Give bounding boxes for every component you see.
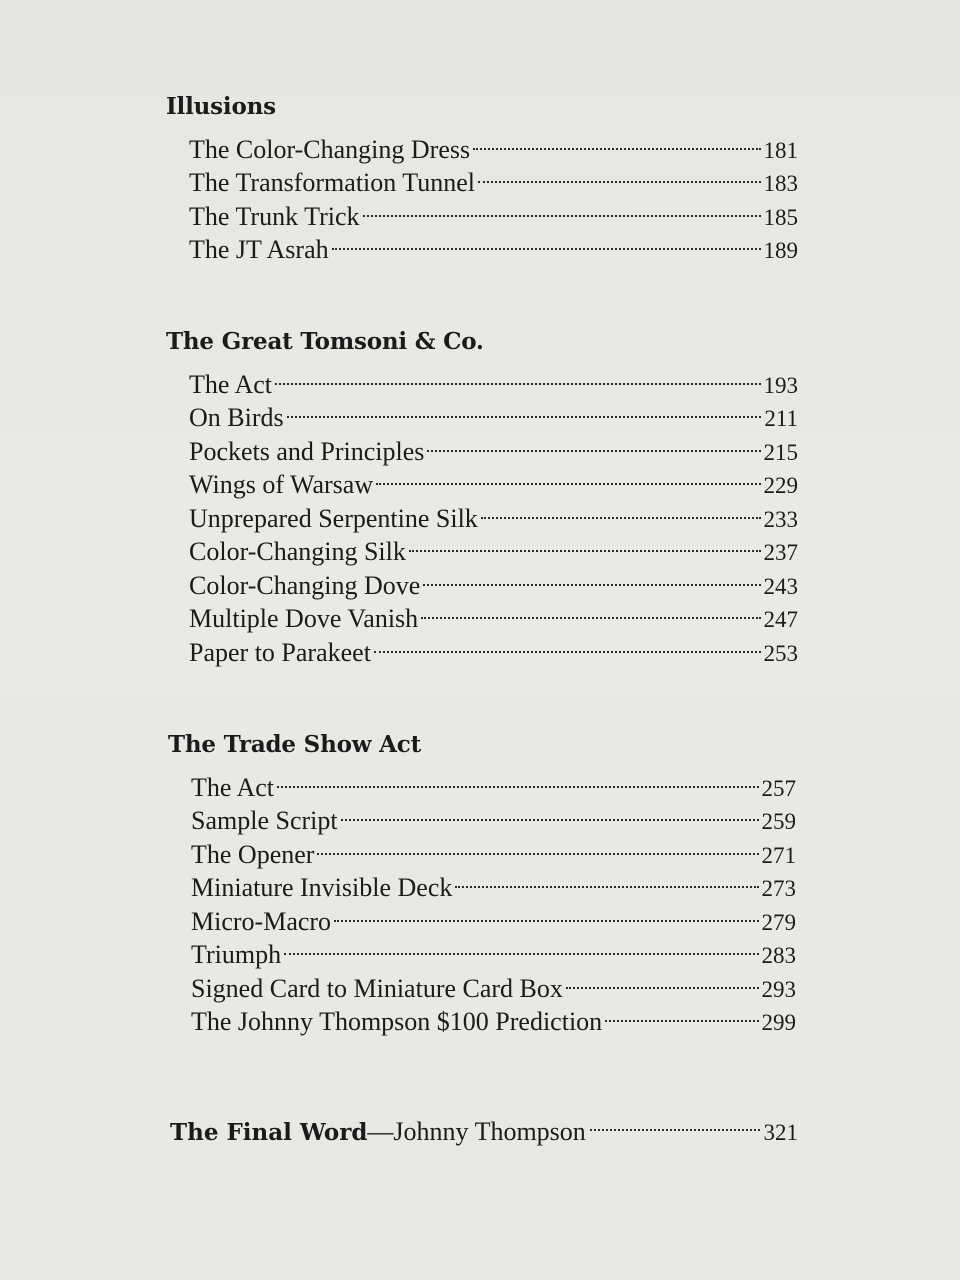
dot-leader [277,762,758,796]
toc-entry [191,762,796,802]
entry-page-number: 247 [763,607,798,632]
toc-final-entry [170,1104,798,1146]
final-entry-page-number: 321 [763,1120,798,1145]
toc-section-great-tomsoni [166,325,798,667]
toc-section-illusions [166,90,798,264]
entry-page-number: 229 [763,473,798,498]
dot-leader [481,493,761,527]
section-title: The Trade Show Act [168,731,422,758]
dot-leader [455,863,758,897]
dot-leader [374,627,761,661]
entry-page-number: 183 [763,171,798,196]
entry-page-number: 237 [763,540,798,565]
entry-page-number: 271 [761,842,796,868]
section-title: The Great Tomsoni & Co. [166,328,484,355]
entry-title: Wings of Warsaw [189,470,374,499]
dot-leader [376,460,760,494]
entry-title: The Trunk Trick [189,201,360,231]
entry-page-number: 211 [764,406,798,431]
dot-leader [334,896,758,930]
dot-leader [423,560,760,594]
entry-page-number: 283 [761,943,796,968]
entry-page-number: 233 [763,506,798,532]
entry-page-number: 243 [763,573,798,599]
entry-page-number: 299 [761,1010,796,1035]
final-entry-title: The Final Word [170,1119,368,1146]
dot-leader [287,393,762,427]
toc-entry [189,359,798,399]
entry-page-number: 193 [763,372,798,398]
dot-leader [605,997,758,1031]
entry-title: Unprepared Serpentine Silk [189,503,478,533]
entry-title: On Birds [189,403,284,432]
section-title: Illusions [166,93,276,120]
dot-leader [590,1104,760,1140]
entry-page-number: 279 [761,909,796,935]
dot-leader [409,527,761,561]
entry-title: The Johnny Thompson $100 Prediction [191,1007,603,1036]
final-entry-author: —Johnny Thompson [367,1117,586,1146]
entry-title: Triumph [191,940,282,969]
dot-leader [473,124,760,158]
entry-page-number: 273 [761,876,796,901]
entry-title: Paper to Parakeet [189,637,371,667]
entry-title: Multiple Dove Vanish [189,604,419,633]
entry-title: Pockets and Principles [189,436,425,466]
entry-title: Miniature Invisible Deck [191,873,453,902]
toc-section-trade-show-act [168,728,796,1036]
dot-leader [427,426,760,460]
dot-leader [284,930,758,964]
entry-page-number: 293 [761,976,796,1002]
entry-title: Sample Script [191,806,338,835]
entry-page-number: 181 [763,137,798,163]
entry-page-number: 215 [763,439,798,465]
entry-page-number: 259 [761,809,796,834]
dot-leader [317,829,758,863]
entry-title: The Act [191,772,275,802]
entry-title: The Act [189,369,273,399]
entry-title: Signed Card to Miniature Card Box [191,973,563,1003]
dot-leader [341,796,759,830]
toc-entry [191,796,796,835]
dot-leader [363,191,761,225]
entry-title: The Opener [191,839,315,869]
dot-leader [421,594,760,628]
entry-title: Micro-Macro [191,906,332,936]
entry-title: The Transformation Tunnel [189,168,476,197]
entry-page-number: 257 [761,775,796,801]
dot-leader [478,158,760,192]
toc-entry [189,393,798,432]
dot-leader [275,359,760,393]
entry-title: The Color-Changing Dress [189,134,471,164]
entry-title: The JT Asrah [189,235,329,264]
entry-page-number: 189 [763,238,798,263]
toc-entry [191,963,796,1003]
entry-title: Color-Changing Dove [189,570,421,600]
toc-entry [189,124,798,164]
dot-leader [332,225,761,259]
entry-page-number: 185 [763,204,798,230]
dot-leader [566,963,759,997]
entry-title: Color-Changing Silk [189,537,406,566]
entry-page-number: 253 [763,640,798,666]
